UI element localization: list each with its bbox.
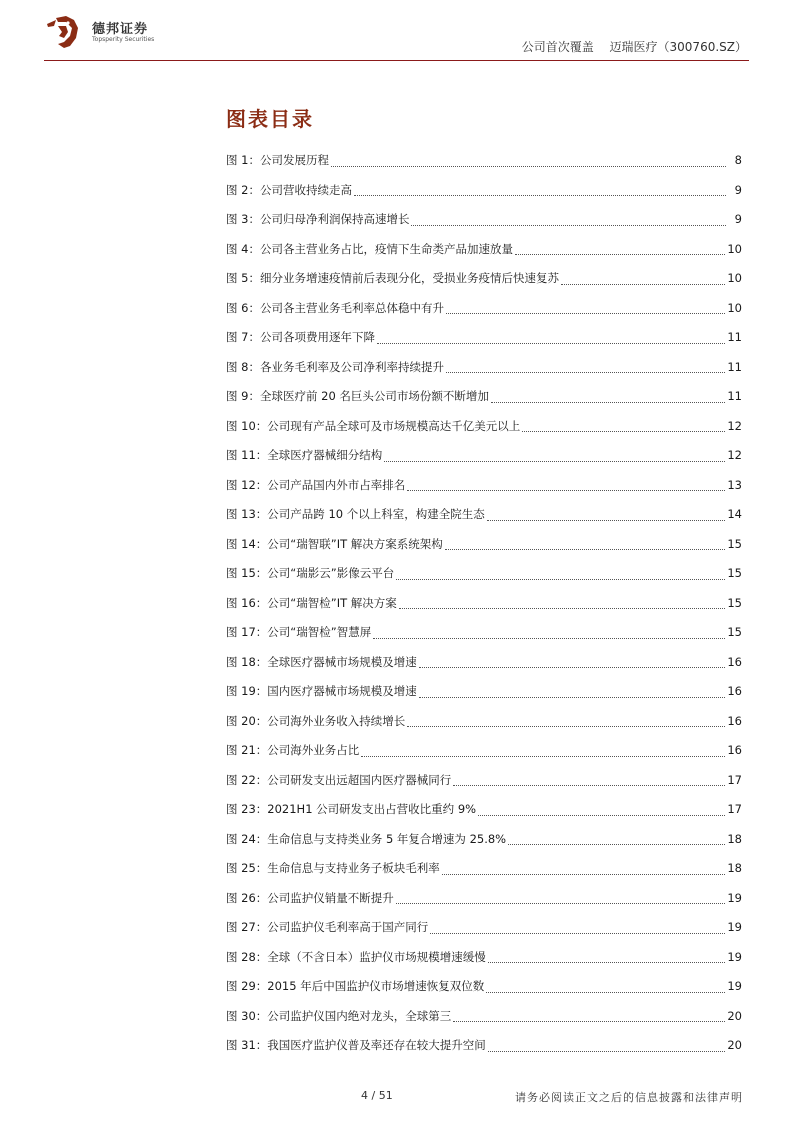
toc-dot-leader [354,195,726,196]
toc-entry-label[interactable]: 图 7：公司各项费用逐年下降 [226,330,375,344]
toc-entry[interactable] [226,1031,742,1061]
toc-entry-page[interactable]: 15 [727,566,742,580]
page-title: 图表目录 [226,107,314,131]
toc-entry[interactable] [226,412,742,442]
toc-dot-leader [515,254,725,255]
toc-entry[interactable] [226,589,742,619]
toc-entry[interactable] [226,530,742,560]
toc-entry[interactable] [226,323,742,353]
toc-dot-leader [478,815,725,816]
toc-entry[interactable] [226,972,742,1002]
toc-entry-label[interactable]: 图 14：公司“瑞智联”IT 解决方案系统架构 [226,536,443,551]
toc-entry-page[interactable]: 9 [734,182,742,197]
toc-entry-page[interactable]: 11 [727,330,742,344]
toc-entry-label[interactable]: 图 20：公司海外业务收入持续增长 [226,713,406,728]
toc-entry-label[interactable]: 图 1：公司发展历程 [226,153,329,167]
toc-entry[interactable] [226,382,742,412]
legal-disclaimer: 请务必阅读正文之后的信息披露和法律声明 [515,1091,743,1104]
toc-entry-page[interactable]: 11 [727,359,742,374]
toc-entry-label[interactable]: 图 21：公司海外业务占比 [226,743,360,757]
toc-entry-label[interactable]: 图 13：公司产品跨 10 个以上科室，构建全院生态 [226,507,485,521]
toc-dot-leader [487,520,726,521]
toc-entry-page[interactable]: 20 [727,1008,742,1023]
toc-entry-page[interactable]: 15 [727,625,742,639]
toc-entry[interactable] [226,736,742,766]
toc-entry[interactable] [226,264,742,294]
toc-entry[interactable] [226,146,742,176]
toc-dot-leader [453,1021,725,1022]
toc-dot-leader [430,933,725,934]
toc-entry-label[interactable]: 图 11：全球医疗器械细分结构 [226,448,383,462]
toc-dot-leader [522,431,725,432]
toc-entry-label[interactable]: 图 24：生命信息与支持类业务 5 年复合增速为 25.8% [226,831,507,846]
toc-entry-page[interactable]: 9 [734,212,742,226]
toc-dot-leader [561,284,725,285]
toc-entry[interactable] [226,500,742,530]
toc-entry-label[interactable]: 图 26：公司监护仪销量不断提升 [226,890,394,905]
toc-entry-label[interactable]: 图 10：公司现有产品全球可及市场规模高达千亿美元以上 [226,418,521,433]
toc-entry-label[interactable]: 图 4：公司各主营业务占比，疫情下生命类产品加速放量 [226,241,513,256]
toc-entry[interactable] [226,825,742,855]
report-type: 公司首次覆盖 [521,40,594,54]
figure-list [226,146,742,1061]
toc-dot-leader [399,608,726,609]
toc-entry-page[interactable]: 13 [727,477,742,492]
toc-entry[interactable] [226,176,742,206]
toc-entry-label[interactable]: 图 2：公司营收持续走高 [226,182,352,197]
toc-dot-leader [486,992,725,993]
toc-entry-page[interactable]: 10 [727,271,742,285]
toc-dot-leader [396,579,725,580]
toc-entry-label[interactable]: 图 31：我国医疗监护仪普及率还存在较大提升空间 [226,1038,486,1052]
toc-entry-label[interactable]: 图 9：全球医疗前 20 名巨头公司市场份额不断增加 [226,389,489,403]
toc-entry[interactable] [226,677,742,707]
toc-entry-label[interactable]: 图 18：全球医疗器械市场规模及增速 [226,654,417,669]
toc-entry[interactable] [226,559,742,589]
toc-entry-page[interactable]: 16 [727,684,742,698]
toc-entry-label[interactable]: 图 5：细分业务增速疫情前后表现分化，受损业务疫情后快速复苏 [226,271,559,285]
toc-entry-page[interactable]: 16 [727,713,742,728]
toc-entry[interactable] [226,441,742,471]
toc-entry-label[interactable]: 图 12：公司产品国内外市占率排名 [226,477,406,492]
toc-entry-page[interactable]: 19 [727,890,742,905]
toc-entry-page[interactable]: 19 [727,979,742,993]
toc-dot-leader [373,638,725,639]
toc-dot-leader [331,166,726,167]
toc-entry[interactable] [226,943,742,973]
report-header [522,38,747,55]
toc-entry-page[interactable]: 11 [727,389,742,403]
toc-dot-leader [411,225,726,226]
company-logo [44,14,194,56]
toc-entry[interactable] [226,618,742,648]
toc-dot-leader [419,697,726,698]
toc-entry-page[interactable]: 14 [727,507,742,521]
header-divider [44,60,749,61]
toc-dot-leader [488,1051,726,1052]
toc-entry-page[interactable]: 19 [727,920,742,934]
toc-entry-page[interactable]: 8 [734,153,742,167]
toc-entry[interactable] [226,294,742,324]
toc-dot-leader [377,343,725,344]
toc-dot-leader [488,962,726,963]
toc-entry[interactable] [226,235,742,265]
toc-entry-page[interactable]: 10 [727,241,742,256]
toc-entry-label[interactable]: 图 19：国内医疗器械市场规模及增速 [226,684,417,698]
toc-entry-label[interactable]: 图 6：公司各主营业务毛利率总体稳中有升 [226,300,444,315]
logo-mark-icon [44,14,84,50]
toc-entry-page[interactable]: 20 [727,1038,742,1052]
toc-entry-page[interactable]: 18 [727,831,742,846]
brand-name: 德邦证券 [92,22,149,37]
toc-entry-label[interactable]: 图 22：公司研发支出远超国内医疗器械同行 [226,772,452,787]
toc-entry[interactable] [226,766,742,796]
toc-entry[interactable] [226,471,742,501]
toc-entry-page[interactable]: 19 [727,949,742,964]
toc-entry-label[interactable]: 图 27：公司监护仪毛利率高于国产同行 [226,920,429,934]
toc-entry[interactable] [226,1002,742,1032]
toc-entry[interactable] [226,205,742,235]
toc-entry-label[interactable]: 图 8：各业务毛利率及公司净利率持续提升 [226,359,444,374]
toc-entry-page[interactable]: 16 [727,654,742,669]
toc-entry-page[interactable]: 18 [727,861,742,875]
toc-dot-leader [508,844,725,845]
toc-dot-leader [491,402,725,403]
toc-dot-leader [361,756,725,757]
toc-entry-label[interactable]: 图 23：2021H1 公司研发支出占营收比重约 9% [226,802,477,816]
toc-entry-page[interactable]: 17 [727,772,742,787]
toc-entry-page[interactable]: 17 [727,802,742,816]
toc-entry-label[interactable]: 图 25：生命信息与支持业务子板块毛利率 [226,861,440,875]
toc-dot-leader [453,785,725,786]
toc-dot-leader [445,549,726,550]
toc-entry-label[interactable]: 图 15：公司“瑞影云”影像云平台 [226,566,395,580]
toc-entry-label[interactable]: 图 16：公司“瑞智检”IT 解决方案 [226,595,397,610]
toc-entry-page[interactable]: 10 [727,300,742,315]
toc-entry[interactable] [226,884,742,914]
toc-entry-page[interactable]: 12 [727,418,742,433]
toc-entry-label[interactable]: 图 30：公司监护仪国内绝对龙头，全球第三 [226,1008,452,1023]
toc-entry-page[interactable]: 15 [727,595,742,610]
toc-entry-page[interactable]: 16 [727,743,742,757]
company-ticker: 迈瑞医疗（300760.SZ） [609,40,747,54]
page-number: 4 / 51 [361,1089,393,1102]
toc-dot-leader [384,461,725,462]
toc-entry-label[interactable]: 图 17：公司“瑞智检”智慧屏 [226,625,372,639]
toc-entry[interactable] [226,353,742,383]
toc-entry-label[interactable]: 图 3：公司归母净利润保持高速增长 [226,212,410,226]
toc-dot-leader [407,726,725,727]
toc-dot-leader [419,667,726,668]
toc-dot-leader [396,903,726,904]
toc-entry[interactable] [226,795,742,825]
toc-entry[interactable] [226,707,742,737]
toc-entry-page[interactable]: 15 [727,536,742,551]
toc-dot-leader [407,490,725,491]
toc-entry-label[interactable]: 图 29：2015 年后中国监护仪市场增速恢复双位数 [226,979,485,993]
toc-entry[interactable] [226,913,742,943]
toc-entry[interactable] [226,854,742,884]
toc-entry-page[interactable]: 12 [727,448,742,462]
toc-entry-label[interactable]: 图 28：全球（不含日本）监护仪市场规模增速缓慢 [226,949,486,964]
toc-dot-leader [446,313,725,314]
toc-dot-leader [442,874,726,875]
toc-dot-leader [446,372,725,373]
toc-entry[interactable] [226,648,742,678]
brand-name-english: Topsperity Securities [92,36,155,43]
